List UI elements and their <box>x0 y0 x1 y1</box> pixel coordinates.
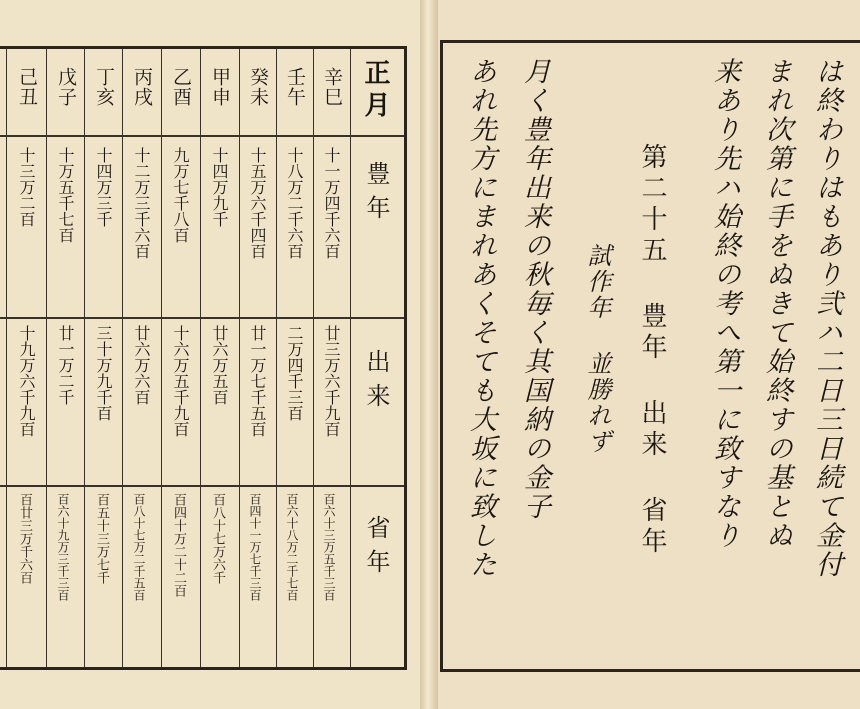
text-line-6: 月く豊年出来の秋毎く其国納の金子 <box>519 57 550 521</box>
table-cell: 廿六万六百 <box>132 325 151 405</box>
section-title: 第二十五 豊年 出来 省年 <box>637 143 667 558</box>
table-cell: 十六万五千九百 <box>171 325 190 437</box>
text-line-1: は終わりはもあり弐ハ二日三日続て金付 <box>811 57 842 579</box>
table-cell: 十一万四千六百 <box>322 147 341 259</box>
text-line-2: まれ次第に手をぬきて始終すの基とぬ <box>761 57 792 550</box>
table-cell: 十二万三千六百 <box>132 147 151 259</box>
table-cell: 十四万三千 <box>94 147 113 227</box>
stem-label: 甲申 <box>209 67 231 107</box>
table-cell: 百八十七万六千 <box>210 493 225 584</box>
table-cell: 二万四千三百 <box>285 325 304 421</box>
table-cell: 百五十三万七千 <box>94 493 109 584</box>
stem-label: 壬午 <box>284 67 306 107</box>
text-line-7: あれ先方にまれあくそても大坂に致した <box>465 57 496 579</box>
table-cell: 百六十八万二千七百 <box>285 493 299 601</box>
section-header-1: 豊年 <box>362 161 390 229</box>
table-cell: 百四十万二十二百 <box>171 493 186 597</box>
table-cell: 十三万二百 <box>17 147 36 227</box>
row-divider-1 <box>0 135 404 137</box>
section-header-2: 出来 <box>362 349 390 417</box>
stem-label: 己丑 <box>16 67 38 107</box>
table-cell: 九万七千八百 <box>171 147 190 243</box>
table-cell: 十九万六千九百 <box>17 325 36 437</box>
table-cell: 百四十一万七千三百 <box>248 493 262 601</box>
stem-label: 癸未 <box>247 67 269 107</box>
stem-label: 辛巳 <box>321 67 343 107</box>
text-frame <box>440 40 860 672</box>
stem-label: 乙酉 <box>170 67 192 107</box>
table-cell: 百廿三万千六百 <box>17 493 32 584</box>
book-gutter <box>420 0 438 709</box>
table-cell: 十万五千七百 <box>56 147 75 243</box>
stem-label: 丁亥 <box>93 67 115 107</box>
section-header-3: 省年 <box>362 515 390 583</box>
stem-label: 丙戌 <box>131 67 153 107</box>
text-line-5: 試作年 並勝れず <box>583 243 611 455</box>
table-cell: 廿六万五百 <box>210 325 229 405</box>
stem-label: 戊子 <box>55 67 77 107</box>
table-cell: 百六十九万三千三百 <box>56 493 70 601</box>
table-cell: 十五万六千四百 <box>248 147 267 259</box>
table-cell: 十四万九千 <box>210 147 229 227</box>
table-cell: 廿一万二千 <box>56 325 75 405</box>
table-cell: 百六十三万五千三百 <box>322 493 336 601</box>
table-header-cell: 正月 <box>360 59 390 123</box>
row-divider-3 <box>0 485 404 487</box>
row-divider-2 <box>0 317 404 319</box>
table-cell: 十八万二千六百 <box>285 147 304 259</box>
table-cell: 三十万九千百 <box>94 325 113 421</box>
year-table <box>0 46 407 670</box>
table-cell: 廿一万七千五百 <box>248 325 267 437</box>
table-cell: 廿三万六千九百 <box>322 325 341 437</box>
table-cell: 百八十七万二千五百 <box>132 493 146 601</box>
text-line-3: 来あり先ハ始終の考へ第一に致すなり <box>709 57 740 550</box>
